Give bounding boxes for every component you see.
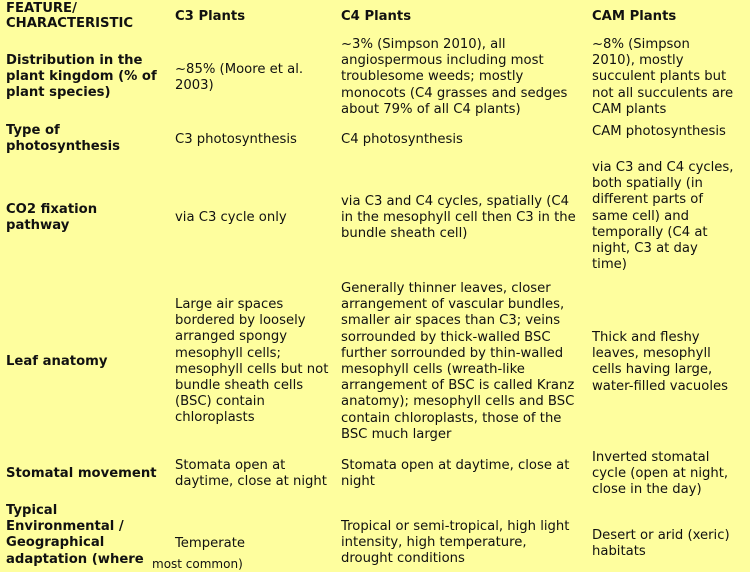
row-leaf-feature: Leaf anatomy [6, 354, 108, 369]
header-c4: C4 Plants [341, 9, 412, 24]
row-distribution-cam: ~8% (Simpson 2010), mostly succulent plants but not all succulents are CAM plants [592, 37, 734, 117]
row-stomatal-c3: Stomata open at daytime, close at night [175, 458, 327, 490]
row-stomatal-cam: Inverted stomatal cycle (open at night, close in the day) [592, 450, 729, 498]
row-leaf-c3: Large air spaces bordered by loosely arranged spongy mesophyll cells; mesophyll cells but not bundle sheath cells (BSC) contain chloroplasts [175, 297, 329, 426]
row-leaf-cam: Thick and fleshy leaves, mesophyll cells having large, water-filled vacuoles [592, 330, 729, 394]
row-co2-c3: via C3 cycle only [175, 210, 287, 225]
row-distribution-feature: Distribution in the plant kingdom (% of plant species) [6, 53, 157, 101]
row-adaptation-feature-tail: most common) [152, 557, 243, 571]
row-adaptation-c4: Tropical or semi-tropical, high light intensity, high temperature, drought conditions [341, 519, 570, 567]
row-co2-cam: via C3 and C4 cycles, both spatially (in different parts of same cell) and temporally (C4 at night, C3 at day time) [592, 160, 734, 273]
row-adaptation-cam: Desert or arid (xeric) habitats [592, 528, 730, 560]
row-type-cam: CAM photosynthesis [592, 124, 726, 139]
row-distribution-c4: ~3% (Simpson 2010), all angiospermous including most troublesome weeds; mostly monocots (C4 grasses and sedges about 79% of all C4 plants) [341, 37, 568, 117]
row-distribution-c3: ~85% (Moore et al. 2003) [175, 62, 304, 94]
row-type-c3: C3 photosynthesis [175, 132, 297, 147]
row-co2-feature: CO2 fixation pathway [6, 202, 98, 234]
header-feature: FEATURE/ CHARACTERISTIC [6, 1, 134, 31]
row-stomatal-c4: Stomata open at daytime, close at night [341, 458, 570, 490]
row-co2-c4: via C3 and C4 cycles, spatially (C4 in the mesophyll cell then C3 in the bundle sheath cell) [341, 194, 576, 242]
header-cam: CAM Plants [592, 9, 677, 24]
header-c3: C3 Plants [175, 9, 246, 24]
row-type-c4: C4 photosynthesis [341, 132, 463, 147]
row-adaptation-c3: Temperate [175, 536, 246, 551]
row-type-feature: Type of photosynthesis [6, 123, 120, 155]
row-leaf-c4: Generally thinner leaves, closer arrangement of vascular bundles, smaller air spaces than C3; veins sorrounded by thick-walled BSC further sorrounded by thin-walled mesophyll cells (wreath-like arrangement of BSC is called Kranz anatomy); mesophyll cells and BSC contain chloroplasts, those of the BSC much larger [341, 281, 575, 442]
row-stomatal-feature: Stomatal movement [6, 466, 157, 481]
row-adaptation-feature: Typical Environmental / Geographical adaptation (where [6, 503, 144, 567]
